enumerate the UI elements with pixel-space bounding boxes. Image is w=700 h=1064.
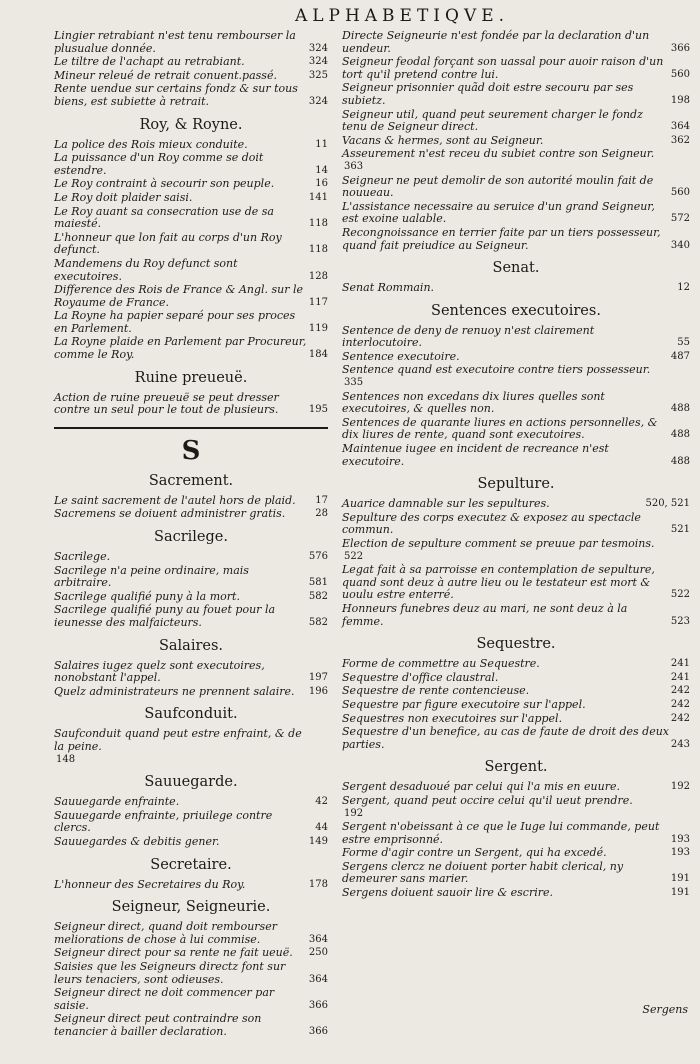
page-number: 243 [670, 738, 690, 750]
entry-text: Forme de commettre au Sequestre. [342, 657, 540, 671]
entry-text: Forme d'agir contre un Sergent, qui ha excedé. [342, 846, 607, 860]
page-number: 362 [670, 134, 690, 146]
index-entry [342, 672, 690, 685]
index-entry [54, 139, 328, 152]
entry-text: Sacrilege. [54, 550, 111, 564]
index-entry [54, 921, 328, 946]
page-number: 572 [670, 213, 690, 225]
page-number: 522 [344, 550, 364, 562]
entry-text: Sepulture des corps executez & exposez au spectacle commun. [342, 510, 641, 537]
page-number: 192 [344, 807, 364, 819]
page-number: 55 [677, 337, 690, 349]
entry-text: Seigneur util, quand peut seurement charger le fondz tenu de Seigneur direct. [342, 107, 643, 134]
index-entry [54, 660, 328, 685]
index-entry [342, 564, 690, 602]
index-entry [54, 310, 328, 335]
page-number: 340 [670, 239, 690, 251]
entry-text: Election de sepulture comment se preuue par tesmoins. [342, 537, 655, 550]
index-entry [342, 30, 690, 55]
index-entry [54, 495, 328, 508]
index-entry [342, 795, 690, 820]
index-entry [342, 109, 690, 134]
index-entry [342, 512, 690, 537]
page-number: 193 [670, 847, 690, 859]
index-entry [342, 201, 690, 226]
entry-text: Sauuegarde enfrainte, priuilege contre clercs. [54, 808, 273, 835]
entry-text: L'honneur que lon fait au corps d'un Roy defunct. [54, 230, 282, 257]
entry-text: L'assistance necessaire au seruice d'un grand Seigneur, est exoine ualable. [342, 199, 655, 226]
left-column [54, 30, 328, 1039]
index-entry [342, 56, 690, 81]
page-number: 576 [308, 551, 328, 563]
entry-text: Sergens clercz ne doiuent porter habit clerical, ny demeurer sans marier. [342, 859, 624, 886]
page-number: 14 [315, 164, 328, 176]
page-number: 364 [308, 973, 328, 985]
entry-text: Le Roy auant sa consecration use de sa maiesté. [54, 204, 274, 231]
entry-text: Mineur releué de retrait conuent.passé. [54, 68, 277, 82]
section-title: Sequestre. [476, 636, 556, 653]
page-number: 178 [308, 878, 328, 890]
running-head: ALPHABETIQVE. [294, 6, 510, 26]
entry-text: Seigneur prisonnier quãd doit estre secouru par ses subietz. [342, 81, 634, 107]
section-title: Sacrement. [148, 472, 234, 489]
entry-text: Sequestre d'un benefice, au cas de faute de droit des deux parties. [342, 725, 670, 751]
page-number: 28 [315, 508, 328, 520]
entry-text: Sacrilege qualifié puny au fouet pour la ieunesse des malfaicteurs. [54, 603, 276, 629]
section-title: Sergent. [484, 759, 548, 776]
entry-text: Quelz administrateurs ne prennent salaire. [54, 684, 295, 698]
entry-text: Le tiltre de l'achapt au retrabiant. [54, 55, 245, 69]
entry-text: Sentences de quarante liures en actions personnelles, & dix liures de rente, quand sont executoires. [342, 415, 658, 442]
index-entry [54, 604, 328, 629]
page-number: 582 [308, 617, 328, 628]
page-number: 520, 521 [645, 498, 690, 510]
page-number: 523 [670, 615, 690, 627]
right-column [342, 30, 690, 1039]
entry-text: Seigneur direct, quand doit rembourser meliorations de chose à lui commise. [54, 920, 277, 946]
page-number: 195 [308, 404, 328, 416]
entry-text: Seigneur feodal forçant son uassal pour auoir raison d'un tort qu'il pretend contre lui. [342, 55, 664, 81]
entry-text: Difference des Rois de France & Angl. sur le Royaume de France. [54, 283, 304, 309]
entry-text: Sergens doiuent sauoir lire & escrire. [342, 886, 553, 900]
index-entry [54, 178, 328, 191]
page-number: 488 [670, 429, 690, 441]
index-entry [54, 810, 328, 835]
page-number: 118 [308, 244, 328, 256]
index-entry [54, 879, 328, 892]
page-number: 241 [670, 671, 690, 683]
index-entry [342, 351, 690, 364]
section-title: Seigneur, Seigneurie. [111, 899, 271, 916]
entry-text: Sauuegarde enfrainte. [54, 795, 180, 809]
page-number: 488 [670, 455, 690, 467]
page-number: 149 [308, 835, 328, 847]
index-entry [342, 417, 690, 442]
page-number: 364 [670, 121, 690, 133]
index-entry [54, 206, 328, 231]
index-entry [342, 538, 690, 563]
entry-text: Sacremens se doiuent administrer gratis. [54, 507, 286, 521]
page-number: 560 [670, 187, 690, 199]
entry-text: Salaires iugez quelz sont executoires, nonobstant l'appel. [54, 658, 265, 685]
page-number: 521 [670, 524, 690, 536]
index-entry [342, 713, 690, 726]
entry-text: L'honneur des Secretaires du Roy. [54, 877, 246, 891]
page-number: 193 [670, 833, 690, 845]
entry-text: Seigneur direct pour sa rente ne fait ueuë. [54, 946, 293, 960]
entry-text: La Royne plaide en Parlement par Procureur, comme le Roy. [54, 335, 307, 362]
index-entry [342, 282, 690, 295]
entry-text: Seigneur ne peut demolir de son autorité moulin fait de nouueau. [342, 173, 654, 200]
entry-text: Directe Seigneurie n'est fondée par la declaration d'un uendeur. [342, 29, 650, 55]
section-title: Roy, & Royne. [139, 116, 243, 133]
index-entry [342, 148, 690, 173]
entry-text: Sacrilege n'a peine ordinaire, mais arbitraire. [54, 563, 249, 590]
index-entry [54, 30, 328, 55]
index-entry [54, 83, 328, 108]
section-title: Sepulture. [477, 476, 555, 493]
catchword: Sergens [642, 1003, 688, 1016]
index-entry [54, 508, 328, 521]
index-entry [342, 498, 690, 511]
page-number: 191 [670, 873, 690, 885]
index-entry [342, 135, 690, 148]
index-entry [342, 821, 690, 846]
index-columns [54, 30, 690, 1039]
index-entry [342, 861, 690, 886]
page-number: 42 [315, 796, 328, 808]
entry-text: Honneurs funebres deuz au mari, ne sont deuz à la femme. [342, 601, 628, 628]
index-entry [342, 82, 690, 107]
index-entry [54, 796, 328, 809]
section-title: Senat. [492, 260, 540, 277]
index-entry [54, 1013, 328, 1038]
page-number: 191 [670, 887, 690, 899]
page-number: 242 [670, 685, 690, 697]
index-entry [54, 336, 328, 361]
page-number: 335 [344, 377, 364, 389]
entry-text: Sequestre par figure executoire sur l'appel. [342, 697, 586, 711]
page-number: 242 [670, 698, 690, 710]
entry-text: Recongnoissance en terrier faite par un tiers possesseur, quand fait preiudice au Seigneur. [342, 225, 661, 252]
index-entry [54, 192, 328, 205]
page-number: 242 [670, 712, 690, 724]
index-entry [342, 325, 690, 350]
index-entry [54, 961, 328, 986]
index-entry [342, 443, 690, 468]
page-number: 488 [670, 403, 690, 415]
index-entry [342, 227, 690, 252]
entry-text: Seigneur direct peut contraindre son tenancier à bailler declaration. [54, 1012, 262, 1038]
entry-text: Legat fait à sa parroisse en contemplation de sepulture, quand sont deuz à autre lieu ou le testateur est mort & uoulu estre enterré. [342, 563, 655, 602]
index-entry [342, 603, 690, 628]
page-number: 487 [670, 350, 690, 362]
page-number: 324 [308, 42, 328, 54]
page-number: 12 [677, 282, 690, 294]
index-entry [342, 685, 690, 698]
page-number: 198 [670, 94, 690, 106]
index-entry [342, 726, 690, 751]
section-title: Ruine preueuë. [134, 369, 248, 386]
page-number: 119 [308, 322, 328, 334]
page-number: 11 [315, 138, 328, 150]
index-entry [342, 887, 690, 900]
page-number: 581 [308, 577, 328, 589]
page-number: 192 [670, 781, 690, 793]
index-entry [342, 364, 690, 389]
section-title: Saufconduit. [144, 706, 238, 723]
page-number: 128 [308, 270, 328, 282]
entry-text: Sauuegardes & debitis gener. [54, 834, 220, 848]
entry-text: Sergent n'obeissant à ce que le Iuge lui commande, peut estre emprisonné. [342, 820, 660, 846]
index-entry [54, 70, 328, 83]
section-title: Sentences executoires. [431, 302, 601, 319]
entry-text: Sentence de deny de renuoy n'est clairement interlocutoire. [342, 323, 595, 350]
entry-text: Action de ruine preueuë se peut dresser contre un seul pour le tout de plusieurs. [54, 390, 279, 417]
index-entry [54, 728, 328, 766]
index-entry [54, 258, 328, 283]
index-entry [54, 232, 328, 257]
page-number: 16 [315, 178, 328, 190]
section-rule [54, 427, 328, 429]
index-entry [54, 947, 328, 960]
page-number: 366 [308, 999, 328, 1011]
entry-text: Asseurement n'est receu du subiet contre son Seigneur. [342, 147, 655, 161]
index-entry [54, 551, 328, 564]
index-entry [54, 836, 328, 849]
page-number: 17 [315, 494, 328, 506]
index-entry [54, 686, 328, 699]
entry-text: Sequestre de rente contencieuse. [342, 684, 530, 698]
page-number: 324 [308, 95, 328, 107]
index-entry [342, 781, 690, 794]
entry-text: Seigneur direct ne doit commencer par saisie. [54, 986, 275, 1012]
entry-text: La police des Rois mieux conduite. [54, 137, 248, 151]
index-entry [54, 152, 328, 177]
page-number: 117 [308, 296, 328, 308]
page-number: 141 [308, 191, 328, 203]
entry-text: Sentences non excedans dix liures quelles sont executoires, & quelles non. [342, 389, 605, 416]
index-entry [54, 56, 328, 69]
index-entry [342, 391, 690, 416]
page-number: 241 [670, 658, 690, 670]
entry-text: La puissance d'un Roy comme se doit estendre. [54, 151, 264, 177]
entry-text: Sacrilege qualifié puny à la mort. [54, 589, 240, 603]
page-number: 118 [308, 218, 328, 230]
page-number: 522 [670, 589, 690, 601]
section-title: Sauuegarde. [144, 774, 238, 791]
entry-text: Saufconduit quand peut estre enfraint, & de la peine. [54, 727, 302, 753]
index-entry [54, 565, 328, 590]
index-entry [54, 987, 328, 1012]
page-number: 366 [670, 42, 690, 54]
index-entry [342, 175, 690, 200]
index-entry [342, 658, 690, 671]
page-number: 196 [308, 685, 328, 697]
entry-text: Le Roy doit plaider saisi. [54, 190, 193, 204]
page-number: 560 [670, 68, 690, 80]
index-entry [342, 847, 690, 860]
page-number: 197 [308, 672, 328, 684]
entry-text: Sentence quand est executoire contre tiers possesseur. [342, 363, 651, 377]
entry-text: Sergent desaduoué par celui qui l'a mis en euure. [342, 780, 620, 794]
entry-text: Sentence executoire. [342, 349, 460, 363]
entry-text: Vacans & hermes, sont au Seigneur. [342, 133, 544, 147]
entry-text: Sergent, quand peut occire celui qu'il ueut prendre. [342, 793, 633, 807]
page-number: 363 [344, 160, 364, 172]
page-number: 366 [308, 1025, 328, 1037]
section-title: Sacrilege. [154, 529, 228, 546]
page-number: 325 [308, 69, 328, 81]
entry-text: Sequestre d'office claustral. [342, 670, 499, 684]
section-title: Secretaire. [150, 856, 232, 873]
entry-text: Maintenue iugee en incident de recreance n'est executoire. [342, 442, 609, 468]
entry-text: Rente uendue sur certains fondz & sur tous biens, est subiette à retrait. [54, 82, 298, 108]
page-number: 582 [308, 590, 328, 602]
entry-text: Sequestres non executoires sur l'appel. [342, 711, 563, 725]
page-number: 250 [308, 947, 328, 959]
page-number: 44 [315, 822, 328, 834]
page-number: 364 [308, 933, 328, 945]
entry-text: Mandemens du Roy defunct sont executoires. [54, 256, 238, 283]
entry-text: Saisies que les Seigneurs directz font sur leurs tenaciers, sont odieuses. [54, 959, 286, 986]
entry-text: Auarice damnable sur les sepultures. [342, 497, 550, 511]
entry-text: Lingier retrabiant n'est tenu rembourser la plusualue donnée. [54, 29, 296, 55]
entry-text: Le Roy contraint à secourir son peuple. [54, 177, 275, 191]
index-entry [54, 591, 328, 604]
letter-heading: S [181, 435, 201, 466]
page-number: 148 [56, 753, 76, 765]
section-title: Salaires. [158, 637, 224, 654]
index-entry [54, 284, 328, 309]
entry-text: La Royne ha papier separé pour ses proces en Parlement. [54, 309, 296, 335]
index-entry [54, 392, 328, 417]
page-number: 324 [308, 56, 328, 68]
page-number: 184 [308, 349, 328, 361]
entry-text: Le saint sacrement de l'autel hors de plaid. [54, 493, 296, 507]
entry-text: Senat Rommain. [342, 281, 435, 295]
index-entry [342, 699, 690, 712]
